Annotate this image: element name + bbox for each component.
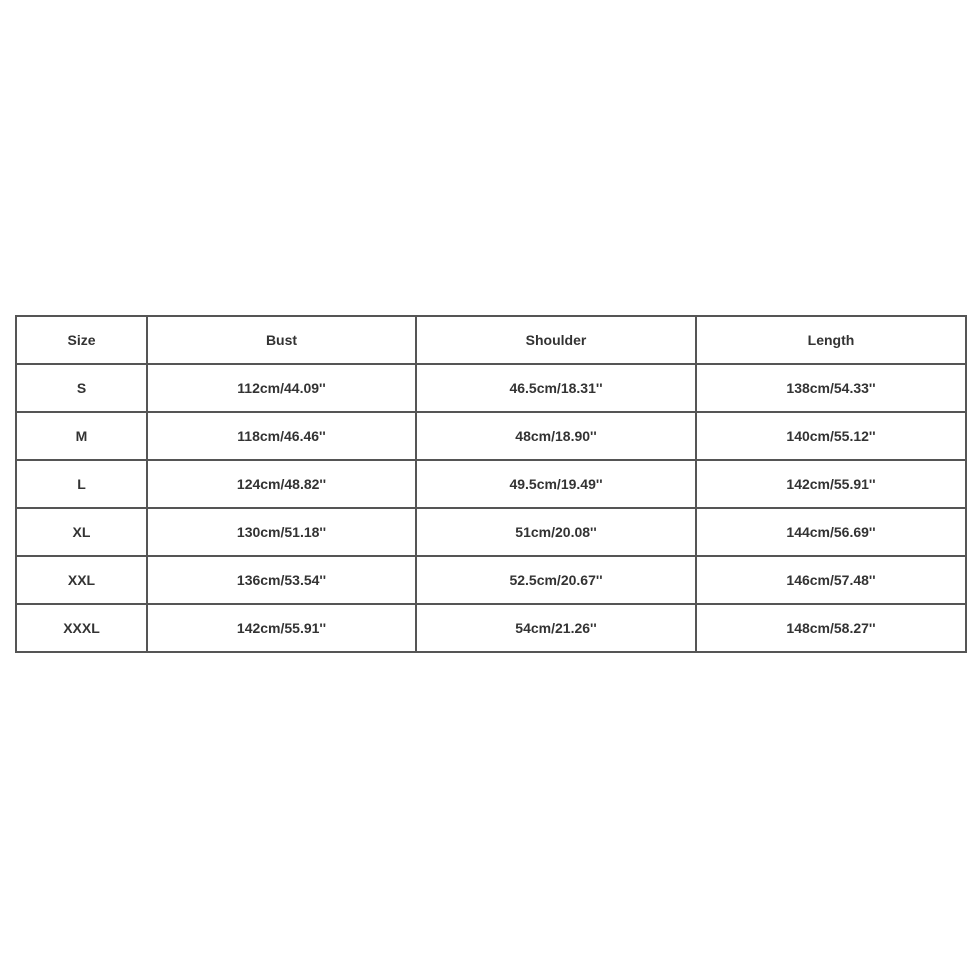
table-row xyxy=(16,604,966,652)
cell-bust: 118cm/46.46'' xyxy=(147,412,416,460)
cell-length: 142cm/55.91'' xyxy=(696,460,966,508)
header-size: Size xyxy=(16,316,147,364)
table-row xyxy=(16,364,966,412)
cell-bust: 130cm/51.18'' xyxy=(147,508,416,556)
cell-size: XL xyxy=(16,508,147,556)
cell-shoulder: 52.5cm/20.67'' xyxy=(416,556,696,604)
table-header xyxy=(16,316,966,364)
cell-shoulder: 51cm/20.08'' xyxy=(416,508,696,556)
size-chart-table xyxy=(15,315,967,653)
cell-bust: 112cm/44.09'' xyxy=(147,364,416,412)
cell-length: 148cm/58.27'' xyxy=(696,604,966,652)
header-bust: Bust xyxy=(147,316,416,364)
cell-length: 146cm/57.48'' xyxy=(696,556,966,604)
cell-shoulder: 49.5cm/19.49'' xyxy=(416,460,696,508)
cell-shoulder: 48cm/18.90'' xyxy=(416,412,696,460)
cell-shoulder: 54cm/21.26'' xyxy=(416,604,696,652)
table-row xyxy=(16,460,966,508)
cell-length: 140cm/55.12'' xyxy=(696,412,966,460)
table-row xyxy=(16,412,966,460)
cell-length: 138cm/54.33'' xyxy=(696,364,966,412)
cell-bust: 142cm/55.91'' xyxy=(147,604,416,652)
header-row xyxy=(16,316,966,364)
header-shoulder: Shoulder xyxy=(416,316,696,364)
table-row xyxy=(16,556,966,604)
cell-size: M xyxy=(16,412,147,460)
cell-bust: 124cm/48.82'' xyxy=(147,460,416,508)
header-length: Length xyxy=(696,316,966,364)
table-body xyxy=(16,364,966,652)
cell-size: S xyxy=(16,364,147,412)
table-row xyxy=(16,508,966,556)
cell-shoulder: 46.5cm/18.31'' xyxy=(416,364,696,412)
cell-length: 144cm/56.69'' xyxy=(696,508,966,556)
cell-size: XXL xyxy=(16,556,147,604)
cell-size: XXXL xyxy=(16,604,147,652)
cell-bust: 136cm/53.54'' xyxy=(147,556,416,604)
cell-size: L xyxy=(16,460,147,508)
